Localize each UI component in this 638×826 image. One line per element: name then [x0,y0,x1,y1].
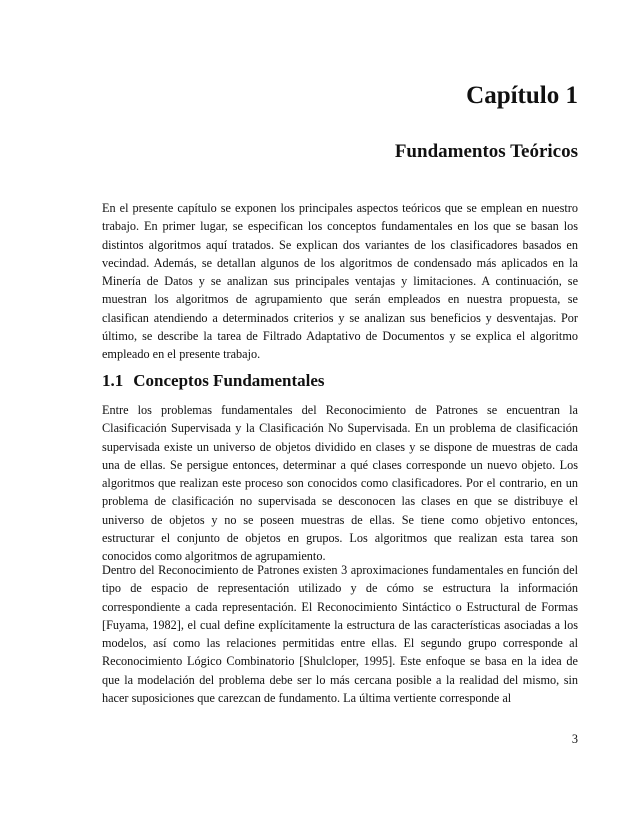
section-heading [102,371,325,391]
chapter-subtitle: Fundamentos Teóricos [394,141,578,162]
section-paragraph-1: Entre los problemas fundamentales del Reconocimiento de Patrones se encuentran la Clasificación Supervisada y la Clasificación No Supervisada. En un problema de clasificación supervisada existe un universo de objetos dividido en clases y se dispone de muestras de cada una de ellas. Se persigue entonces, determinar a qué clases corresponde un nuevo objeto. Los algoritmos que realizan este proceso son conocidos como clasificadores. Por el contrario, en un problema de clasificación no supervisada se desconocen las clases en que se distribuye el universo de objetos y no se poseen muestras de ellas. Se tiene como objetivo entonces, estructurar el conjunto de objetos en grupos. Los algoritmos que realizan esta tarea son conocidos como algoritmos de agrupamiento. [102,403,578,564]
section-number: 1.1 [102,371,124,390]
section-title: Conceptos Fundamentales [133,371,325,390]
chapter-title: Capítulo 1 [466,82,578,109]
section-paragraph-2: Dentro del Reconocimiento de Patrones existen 3 aproximaciones fundamentales en función del tipo de espacio de representación utilizado y de cómo se estructura la información correspondiente a cada representación. El Reconocimiento Sintáctico o Estructural de Formas [Fuyama, 1982], el cual define explícitamente la estructura de las características asociadas a los modelos, así como las relaciones permitidas entre ellas. El segundo grupo corresponde al Reconocimiento Lógico Combinatorio [Shulcloper, 1995]. Este enfoque se basa en la idea de que la modelación del problema debe ser lo más cercana posible a la realidad del mismo, sin hacer suposiciones que carezcan de fundamento. La última vertiente corresponde al [102,563,578,706]
intro-paragraph: En el presente capítulo se exponen los principales aspectos teóricos que se emplean en nuestro trabajo. En primer lugar, se especifican los conceptos fundamentales en los que se basan los distintos algoritmos aquí tratados. Se explican dos variantes de los clasificadores basados en vecindad. Además, se detallan algunos de los algoritmos de condensado más aplicados en la Minería de Datos y se analizan sus principales ventajas y limitaciones. A continuación, se muestran los algoritmos de agrupamiento que serán empleados en nuestra propuesta, se clasifican atendiendo a determinados criterios y se analizan sus beneficios y desventajas. Por último, se describe la tarea de Filtrado Adaptativo de Documentos y se explica el algoritmo empleado en el presente trabajo. [102,201,578,362]
page-number: 3 [571,732,578,746]
